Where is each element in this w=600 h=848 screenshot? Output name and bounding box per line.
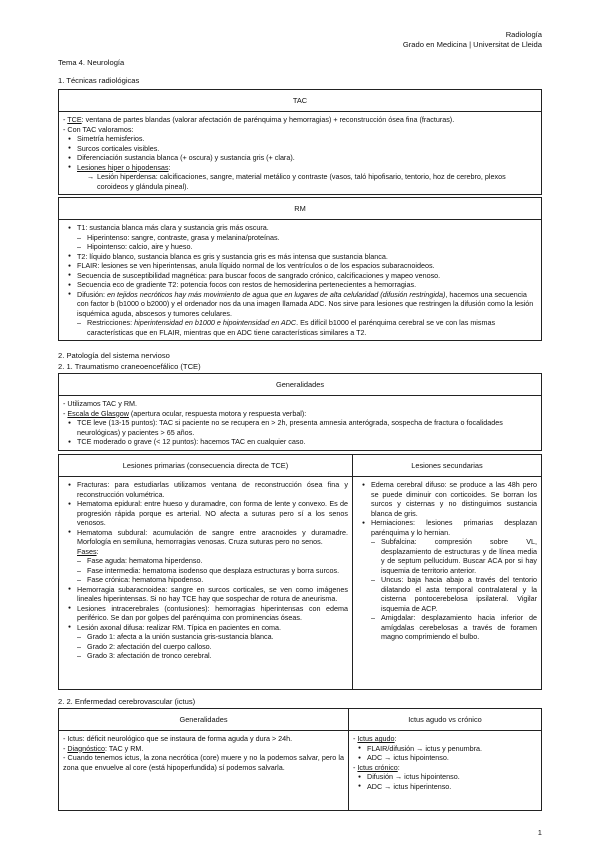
tac-heading: TAC xyxy=(59,90,541,112)
tac-box xyxy=(58,89,542,195)
lesiones-secundarias-heading: Lesiones secundarias xyxy=(353,455,541,477)
ictus-generalidades-col xyxy=(59,709,349,810)
tce-label: TCE xyxy=(67,115,82,124)
section-1-title: 1. Técnicas radiológicas xyxy=(58,76,140,85)
list-item: ● Hematoma epidural: entre hueso y duramadre, con forma de lente y convexo. Es de progresión rápida porque es arterial. NO afecta a suturas pero sí a los senos venosos. xyxy=(63,499,348,528)
glasgow-line: - Escala de Glasgow (apertura ocular, respuesta motora y respuesta verbal): xyxy=(63,408,307,418)
list-item: ● ADC → ictus hiperintenso. xyxy=(353,782,537,792)
list-item: – Uncus: baja hacia abajo a través del tentorio dilatando el asta temporal contralateral y la cisterna pontocerebelosa ipsilateral. Vigilar isquemia de ACP. xyxy=(357,575,537,613)
list-item: – Hipointenso: calcio, aire y hueso. xyxy=(63,242,537,252)
degree-line: Grado en Medicina | Universitat de Lleida xyxy=(402,40,542,50)
lesiones-primarias-col xyxy=(59,455,353,689)
list-item: ● FLAIR: lesiones se ven hiperintensas, anula líquido normal de los ventrículos o de los espacios subaracnoideos. xyxy=(63,261,537,271)
list-item: ● Herniaciones: lesiones primarias desplazan parénquima y lo hernian. xyxy=(357,518,537,537)
list-item: ● Lesión axonal difusa: realizar RM. Típica en pacientes en coma. xyxy=(63,623,348,633)
page-number: 1 xyxy=(537,828,542,837)
section-2-1-title: 2. 1. Traumatismo craneoencefálico (TCE) xyxy=(58,362,201,371)
list-item: ● ADC → ictus hipointenso. xyxy=(353,753,537,763)
list-item: ● Hematoma subdural: acumulación de sangre entre aracnoides y duramadre. Morfología en semiluna, hemorragias venosas. Cruza suturas pero no senos. xyxy=(63,528,348,547)
list-item: ● Hemorragia subaracnoidea: sangre en surcos corticales, se ven como imágenes lineales hiperintensas. Si no hay TCE hay que sospechar de rotura de aneurisma. xyxy=(63,585,348,604)
fases-label: Fases: xyxy=(77,546,99,556)
list-item: ● TCE leve (13-15 puntos): TAC si paciente no se recupera en > 2h, presenta amnesia anterógrada, sospecha de fractura o focalidades neurológicas) y pacientes > 65 años. xyxy=(63,418,537,437)
ictus-agudo-cronico-col xyxy=(349,709,541,810)
list-item: ● Diferenciación sustancia blanca (+ oscura) y sustancia gris (+ clara). xyxy=(63,153,537,163)
tac-tce-line: - TCE: ventana de partes blandas (valorar afectación de parénquima y hemorragias) + reconstrucción ósea fina (fracturas). xyxy=(63,115,455,124)
list-item: – Fase crónica: hematoma hipodenso. xyxy=(63,575,348,585)
list-item: ● T1: sustancia blanca más clara y sustancia gris más oscura. xyxy=(63,223,537,233)
ictus-cronico-label: - Ictus crónico: xyxy=(353,762,400,772)
list-item: ● Simetría hemisferios. xyxy=(63,134,537,144)
lesiones-box xyxy=(58,454,542,690)
list-item: ● Secuencia de susceptibilidad magnética: para buscar focos de sangrado crónico, calcificaciones y mapeo venoso. xyxy=(63,271,537,281)
list-item: – Grado 1: afecta a la unión sustancia gris-sustancia blanca. xyxy=(63,632,348,642)
list-item: – Amigdalar: desplazamiento hacia inferior de amígdalas cerebelosas a través de foramen magno comprimiendo el bulbo. xyxy=(357,613,537,642)
list-item: ● Difusión → ictus hipointenso. xyxy=(353,772,537,782)
list-item: ● Fracturas: para estudiarlas utilizamos ventana de reconstrucción ósea fina y reconstrucción volumétrica. xyxy=(63,480,348,499)
ictus-box xyxy=(58,708,542,811)
ictus-agudo-label: - Ictus agudo: xyxy=(353,734,397,743)
list-item: ● Surcos corticales visibles. xyxy=(63,144,537,154)
rm-heading: RM xyxy=(59,198,541,220)
document-page xyxy=(58,0,542,848)
list-item: ● Edema cerebral difuso: se produce a las 48h pero se puede diminuir con corticoides. Se borran los surcos y cisternas y no distinguimos sustancia blanca de gris. xyxy=(357,480,537,518)
generalidades-heading: Generalidades xyxy=(59,374,541,396)
list-item: ● T2: líquido blanco, sustancia blanca es gris y sustancia gris es más intensa que sustancia blanca. xyxy=(63,252,537,262)
tac-valoramos: - Con TAC valoramos: xyxy=(63,124,134,134)
list-item: – Restricciones: hiperintensidad en b1000 e hipointensidad en ADC. Es difícil b1000 el parénquima cerebral se ve con las mismas características que en FLAIR, mientras que en ADC tiene características similares a T2. xyxy=(63,318,537,337)
list-item: – Grado 2: afectación del cuerpo calloso. xyxy=(63,642,348,652)
subject-title: Radiología xyxy=(505,30,542,39)
list-item: – Fase aguda: hematoma hiperdenso. xyxy=(63,556,348,566)
topic-title: Tema 4. Neurología xyxy=(58,58,125,67)
list-item: → Lesión hiperdensa: calcificaciones, sangre, material metálico y contraste (vasos, taló hipofisario, tentorio, hoz de cerebro, plexos coroideos y glándula pineal). xyxy=(63,172,537,191)
section-2-2-title: 2. 2. Enfermedad cerebrovascular (ictus) xyxy=(58,697,196,706)
ictus-definition: - Ictus: déficit neurológico que se instaura de forma aguda y dura > 24h. xyxy=(63,734,293,743)
list-item: – Fase intermedia: hematoma isodenso que desplaza estructuras y borra surcos. xyxy=(63,566,348,576)
section-2-title: 2. Patología del sistema nervioso xyxy=(58,351,170,360)
tce-tac-rm: - Utilizamos TAC y RM. xyxy=(63,399,138,408)
list-item: – Hiperintenso: sangre, contraste, grasa y melanina/proteínas. xyxy=(63,233,537,243)
list-item: ● Lesiones hiper o hipodensas: xyxy=(63,163,537,173)
ictus-agudo-cronico-heading: Ictus agudo vs crónico xyxy=(349,709,541,731)
rm-list xyxy=(63,223,537,337)
page-header xyxy=(403,30,542,51)
list-item: ● Lesiones intracerebrales (contusiones): hemorragias hiperintensas con edema periférico. Se dan por golpes del parénquima con prominencias óseas. xyxy=(63,604,348,623)
ictus-core-line: - Cuando tenemos ictus, la zona necrótica (core) muere y no la podemos salvar, pero la zona que envuelve al core (está hipoperfundida) sí podemos salvarla. xyxy=(63,753,344,772)
list-item: ● TCE moderado o grave (< 12 puntos): hacemos TAC en cualquier caso. xyxy=(63,437,537,447)
rm-box xyxy=(58,197,542,341)
list-item: – Subfalcina: compresión sobre VL, desplazamiento de estructuras y de línea media y de septum pellucidum. Buscar ACA por si hay isquemia de territorio anterior. xyxy=(357,537,537,575)
ictus-generalidades-heading: Generalidades xyxy=(59,709,348,731)
list-item: ● Difusión: en tejidos necróticos hay más movimiento de agua que en lugares de alta celularidad (difusión restringida), hacemos una secuencia con factor b (b1000 o b2000) y el ordenador nos da una imagen llamada ADC. Nos sirve para lesiones que restringen la difusión como la lesión isquémica aguda, abscesos y tumores celulares. xyxy=(63,290,537,319)
tac-bullet-list xyxy=(63,134,537,191)
list-item: ● Secuencia eco de gradiente T2: potencia focos con restos de hemosiderina pertenecientes a hemorragias. xyxy=(63,280,537,290)
diagnostico-line: - Diagnóstico: TAC y RM. xyxy=(63,743,144,753)
tce-generalidades-box xyxy=(58,373,542,451)
lesiones-secundarias-col xyxy=(353,455,541,689)
list-item: – Grado 3: afectación de tronco cerebral. xyxy=(63,651,348,661)
lesiones-primarias-heading: Lesiones primarias (consecuencia directa de TCE) xyxy=(59,455,352,477)
list-item: ● FLAIR/difusión → ictus y penumbra. xyxy=(353,744,537,754)
